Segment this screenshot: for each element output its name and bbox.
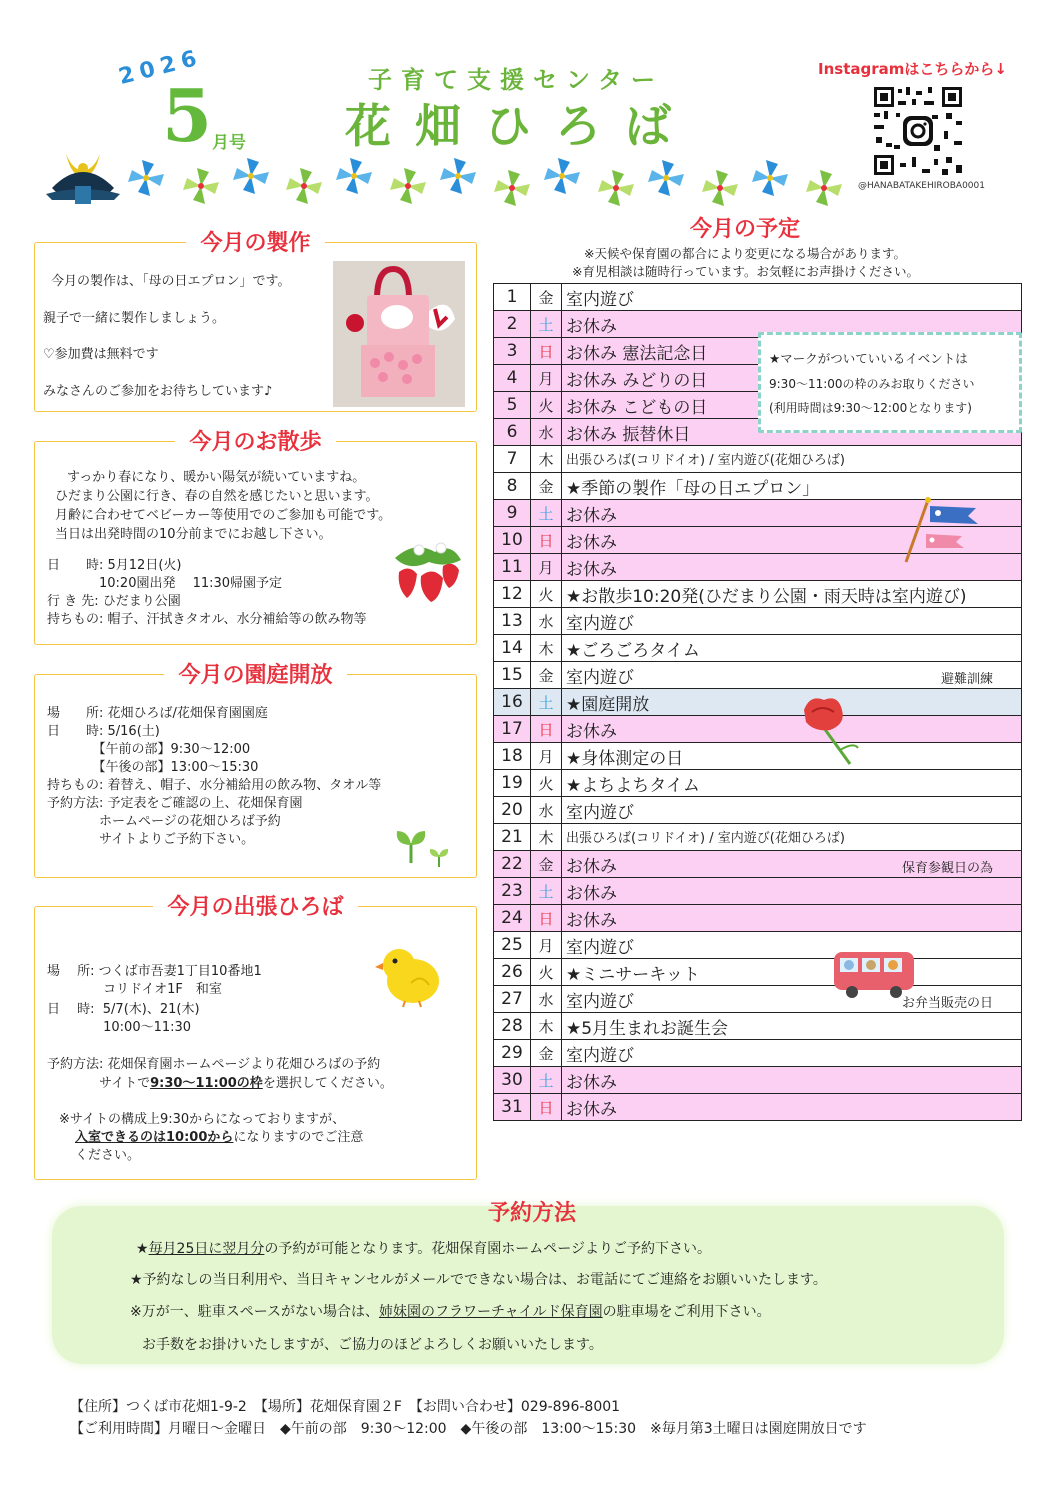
schedule-side-note: 保育参観日の為	[901, 861, 993, 876]
instagram-qr-code[interactable]	[872, 85, 964, 177]
koinobori-illustration	[900, 496, 984, 564]
schedule-day: 21	[494, 824, 531, 851]
chick-illustration	[375, 943, 445, 1009]
schedule-event: お休み	[566, 532, 617, 553]
schedule-day: 12	[494, 581, 531, 608]
schedule-weekday: 土	[531, 500, 562, 527]
schedule-row	[494, 824, 1022, 851]
schedule-event: お休み	[566, 910, 617, 931]
schedule-event-cell	[562, 1094, 1022, 1121]
sanpo-detail-3: 行 き 先: ひだまり公園	[47, 594, 181, 609]
schedule-event: お休み	[566, 721, 617, 742]
schedule-weekday: 月	[531, 365, 562, 392]
schedule-event: 出張ひろば(コリドイオ) / 室内遊び(花畑ひろば)	[566, 453, 845, 468]
schedule-row	[494, 905, 1022, 932]
instagram-handle: @HANABATAKEHIROBA0001	[858, 181, 985, 191]
schedule-weekday: 日	[531, 716, 562, 743]
schedule-day: 13	[494, 608, 531, 635]
schedule-day: 11	[494, 554, 531, 581]
schedule-event: お休み	[566, 1072, 617, 1093]
schedule-title: 今月の予定	[690, 217, 801, 242]
schedule-day: 26	[494, 959, 531, 986]
reservation-line-2: ★予約なしの当日利用や、当日キャンセルがメールでできない場合は、お電話にてご連絡をお願いいたします。	[130, 1272, 827, 1288]
schedule-event: お休み	[566, 1099, 617, 1120]
schedule-row	[494, 716, 1022, 743]
schedule-event-cell	[562, 446, 1022, 473]
entei-line-3: 【午前の部】9:30～12:00	[47, 742, 251, 757]
star-note-box	[758, 332, 1022, 433]
schedule-day: 2	[494, 311, 531, 338]
schedule-day: 27	[494, 986, 531, 1013]
schedule-weekday: 土	[531, 878, 562, 905]
shucchou-place-1: 場 所: つくば市吾妻1丁目10番地1	[47, 964, 262, 979]
schedule-event: お休み こどもの日	[566, 397, 708, 418]
schedule-row	[494, 1094, 1022, 1121]
shucchou-method-1: 予約方法: 花畑保育園ホームページより花畑ひろばの予約	[47, 1057, 381, 1072]
schedule-weekday: 木	[531, 1013, 562, 1040]
schedule-event-cell	[562, 1013, 1022, 1040]
schedule-weekday: 月	[531, 932, 562, 959]
entei-panel	[34, 663, 477, 878]
star-note-2: 9:30～11:00の枠のみお取りください	[769, 377, 975, 391]
schedule-event-cell	[562, 986, 1022, 1013]
schedule-weekday: 土	[531, 311, 562, 338]
schedule-event-cell	[562, 716, 1022, 743]
schedule-weekday: 金	[531, 662, 562, 689]
schedule-event: 室内遊び	[566, 1045, 634, 1066]
schedule-row	[494, 689, 1022, 716]
schedule-weekday: 火	[531, 581, 562, 608]
apron-craft-photo	[333, 261, 465, 407]
reservation-title: 予約方法	[488, 1201, 577, 1226]
schedule-event-cell	[562, 932, 1022, 959]
schedule-day: 28	[494, 1013, 531, 1040]
schedule-day: 7	[494, 446, 531, 473]
schedule-row	[494, 635, 1022, 662]
schedule-event: 室内遊び	[566, 802, 634, 823]
sanpo-panel	[34, 430, 477, 645]
shucchou-panel	[34, 895, 477, 1180]
schedule-weekday: 日	[531, 527, 562, 554]
schedule-event: ★ごろごろタイム	[566, 640, 700, 661]
entei-line-5: 持ちもの: 着替え、帽子、水分補給用の飲み物、タオル等	[47, 778, 382, 793]
schedule-day: 14	[494, 635, 531, 662]
bus-illustration	[830, 948, 922, 1000]
instagram-link[interactable]: Instagramはこちらから↓	[818, 60, 1007, 78]
schedule-event: ★よちよちタイム	[566, 775, 700, 796]
schedule-weekday: 日	[531, 338, 562, 365]
entei-line-7: ホームページの花畑ひろば予約	[47, 814, 281, 829]
schedule-row	[494, 959, 1022, 986]
schedule-row	[494, 770, 1022, 797]
schedule-row	[494, 743, 1022, 770]
schedule-weekday: 水	[531, 608, 562, 635]
sanpo-detail-1: 日 時: 5月12日(火)	[47, 558, 182, 573]
sanpo-detail-4: 持ちもの: 帽子、汗拭きタオル、水分補給等の飲み物等	[47, 612, 367, 627]
schedule-event: 室内遊び	[566, 613, 634, 634]
sanpo-detail-2: 10:20園出発 11:30帰園予定	[47, 576, 283, 591]
schedule-event: ★身体測定の日	[566, 748, 684, 769]
strawberry-illustration	[385, 538, 465, 606]
schedule-row	[494, 446, 1022, 473]
seisaku-panel	[34, 231, 477, 412]
schedule-day: 5	[494, 392, 531, 419]
schedule-event-cell	[562, 635, 1022, 662]
schedule-event-cell	[562, 662, 1022, 689]
schedule-event: お休み	[566, 505, 617, 526]
schedule-event-cell	[562, 1040, 1022, 1067]
schedule-day: 3	[494, 338, 531, 365]
entei-line-6: 予約方法: 予定表をご確認の上、花畑保育園	[47, 796, 303, 811]
schedule-event-cell	[562, 581, 1022, 608]
schedule-row	[494, 851, 1022, 878]
schedule-day: 18	[494, 743, 531, 770]
schedule-row	[494, 284, 1022, 311]
schedule-event: ★お散歩10:20発(ひだまり公園・雨天時は室内遊び)	[566, 586, 967, 607]
schedule-day: 6	[494, 419, 531, 446]
year: 2026	[116, 45, 205, 90]
shucchou-method-2: サイトで9:30～11:00の枠を選択してください。	[47, 1076, 393, 1091]
schedule-weekday: 火	[531, 959, 562, 986]
schedule-weekday: 火	[531, 770, 562, 797]
schedule-day: 10	[494, 527, 531, 554]
shucchou-note-2: 入室できるのは10:00からになりますのでご注意	[75, 1130, 364, 1145]
schedule-weekday: 火	[531, 392, 562, 419]
schedule-weekday: 月	[531, 743, 562, 770]
schedule-event-cell	[562, 1067, 1022, 1094]
seisaku-title: 今月の製作	[186, 231, 324, 256]
schedule-event-cell	[562, 851, 1022, 878]
schedule-weekday: 金	[531, 473, 562, 500]
schedule-weekday: 金	[531, 851, 562, 878]
footer-line-1: 【住所】つくば市花畑1-9-2 【場所】花畑保育園２F 【お問い合わせ】029-896-8001	[70, 1399, 621, 1415]
schedule-row	[494, 608, 1022, 635]
schedule-weekday: 土	[531, 689, 562, 716]
schedule-weekday: 月	[531, 554, 562, 581]
schedule-row	[494, 878, 1022, 905]
entei-line-1: 場 所: 花畑ひろば/花畑保育園園庭	[47, 706, 268, 721]
schedule-event: ★園庭開放	[566, 694, 650, 715]
month-suffix: 月号	[212, 133, 246, 153]
schedule-day: 20	[494, 797, 531, 824]
shucchou-title: 今月の出張ひろば	[153, 895, 357, 920]
schedule-event: 室内遊び	[566, 991, 634, 1012]
footer-line-2: 【ご利用時間】月曜日～金曜日 ◆午前の部 9:30～12:00 ◆午後の部 13:00～15:30 ※毎月第3土曜日は園庭開放日です	[70, 1421, 867, 1437]
schedule-event-cell	[562, 905, 1022, 932]
shucchou-note-3: ください。	[75, 1148, 141, 1163]
schedule-event-cell	[562, 824, 1022, 851]
schedule-side-note: お弁当販売の日	[901, 996, 993, 1011]
schedule-row	[494, 1013, 1022, 1040]
schedule-day: 30	[494, 1067, 531, 1094]
schedule-event: ★ミニサーキット	[566, 964, 700, 985]
schedule-weekday: 日	[531, 1094, 562, 1121]
schedule-day: 24	[494, 905, 531, 932]
schedule-event: お休み	[566, 559, 617, 580]
schedule-note-2: ※育児相談は随時行っています。お気軽にお声掛けください。	[572, 264, 919, 279]
reservation-box	[52, 1206, 1004, 1364]
schedule-weekday: 土	[531, 1067, 562, 1094]
seisaku-line-2: 親子で一緒に製作しましょう。	[43, 311, 226, 326]
schedule-day: 15	[494, 662, 531, 689]
schedule-event-cell	[562, 797, 1022, 824]
entei-line-2: 日 時: 5/16(土)	[47, 724, 160, 739]
schedule-day: 22	[494, 851, 531, 878]
schedule-day: 1	[494, 284, 531, 311]
schedule-row	[494, 986, 1022, 1013]
sanpo-intro-4: 当日は出発時間の10分前までにお越し下さい。	[55, 527, 332, 542]
sanpo-title: 今月のお散歩	[175, 430, 335, 455]
schedule-day: 8	[494, 473, 531, 500]
schedule-event-cell	[562, 284, 1022, 311]
schedule-event-cell	[562, 878, 1022, 905]
schedule-day: 16	[494, 689, 531, 716]
carnation-illustration	[800, 694, 864, 766]
seisaku-line-3: ♡参加費は無料です	[43, 347, 159, 362]
schedule-event-cell	[562, 770, 1022, 797]
reservation-line-1: ★毎月25日に翌月分の予約が可能となります。花畑保育園ホームページよりご予約下さい。	[136, 1241, 711, 1257]
schedule-day: 23	[494, 878, 531, 905]
schedule-event: お休み みどりの日	[566, 370, 708, 391]
schedule-weekday: 水	[531, 986, 562, 1013]
sanpo-intro-3: 月齢に合わせてベビーカー等使用でのご参加も可能です。	[55, 508, 392, 523]
schedule-event: ★季節の製作「母の日エプロン」	[566, 478, 820, 499]
schedule-weekday: 木	[531, 824, 562, 851]
sanpo-intro-1: すっかり春になり、暖かい陽気が続いていますね。	[67, 470, 366, 485]
schedule-event: お休み	[566, 316, 617, 337]
seisaku-line-1: 今月の製作は、「母の日エプロン」です。	[51, 274, 291, 289]
schedule-event: お休み	[566, 883, 617, 904]
entei-line-4: 【午後の部】13:00～15:30	[47, 760, 259, 775]
star-note-3: (利用時間は9:30～12:00となります)	[769, 401, 972, 415]
schedule-event: 室内遊び	[566, 937, 634, 958]
schedule-row	[494, 1040, 1022, 1067]
shucchou-place-2: コリドイオ1F 和室	[47, 982, 222, 997]
schedule-row	[494, 662, 1022, 689]
entei-line-8: サイトよりご予約下さい。	[47, 832, 255, 847]
month-number: 5	[162, 73, 213, 158]
shucchou-time-1: 日 時: 5/7(木)、21(木)	[47, 1002, 200, 1017]
schedule-event-cell	[562, 689, 1022, 716]
schedule-day: 25	[494, 932, 531, 959]
schedule-event-cell	[562, 959, 1022, 986]
schedule-weekday: 金	[531, 1040, 562, 1067]
entei-title: 今月の園庭開放	[164, 663, 346, 688]
schedule-event: お休み 振替休日	[566, 424, 691, 445]
schedule-event-cell	[562, 608, 1022, 635]
shucchou-note-1: ※サイトの構成上9:30からになっておりますが、	[59, 1112, 346, 1127]
schedule-row	[494, 581, 1022, 608]
schedule-weekday: 木	[531, 446, 562, 473]
sprout-illustration	[393, 823, 457, 869]
schedule-weekday: 木	[531, 635, 562, 662]
schedule-event: お休み	[566, 856, 617, 877]
schedule-row	[494, 1067, 1022, 1094]
seisaku-line-4: みなさんのご参加をお待ちしています♪	[43, 384, 273, 399]
schedule-side-note: 避難訓練	[940, 672, 993, 687]
star-note-1: ★マークがついていいるイベントは	[769, 351, 968, 366]
schedule-weekday: 水	[531, 419, 562, 446]
page-title: 花畑ひろば	[345, 99, 695, 153]
reservation-line-3: ※万が一、駐車スペースがない場合は、姉妹園のフラワーチャイルド保育園の駐車場をご利用下さい。	[130, 1304, 771, 1320]
shucchou-time-2: 10:00～11:30	[47, 1020, 192, 1035]
schedule-day: 4	[494, 365, 531, 392]
schedule-event: 室内遊び	[566, 667, 634, 688]
schedule-day: 9	[494, 500, 531, 527]
subtitle: 子育て支援センター	[368, 66, 665, 94]
schedule-weekday: 金	[531, 284, 562, 311]
schedule-row	[494, 932, 1022, 959]
schedule-event: ★5月生まれお誕生会	[566, 1018, 729, 1039]
schedule-day: 17	[494, 716, 531, 743]
schedule-weekday: 水	[531, 797, 562, 824]
reservation-line-4: お手数をお掛けいたしますが、ご協力のほどよろしくお願いいたします。	[142, 1337, 603, 1353]
pinwheel-decoration	[46, 148, 846, 212]
schedule-note-1: ※天候や保育園の都合により変更になる場合があります。	[584, 246, 906, 261]
sanpo-intro-2: ひだまり公園に行き、春の自然を感じたいと思います。	[55, 489, 379, 504]
schedule-day: 19	[494, 770, 531, 797]
schedule-event-cell	[562, 743, 1022, 770]
schedule-event: 室内遊び	[566, 289, 634, 310]
schedule-weekday: 日	[531, 905, 562, 932]
schedule-row	[494, 797, 1022, 824]
schedule-event: お休み 憲法記念日	[566, 343, 708, 364]
schedule-day: 31	[494, 1094, 531, 1121]
schedule-event: 出張ひろば(コリドイオ) / 室内遊び(花畑ひろば)	[566, 831, 845, 846]
schedule-day: 29	[494, 1040, 531, 1067]
